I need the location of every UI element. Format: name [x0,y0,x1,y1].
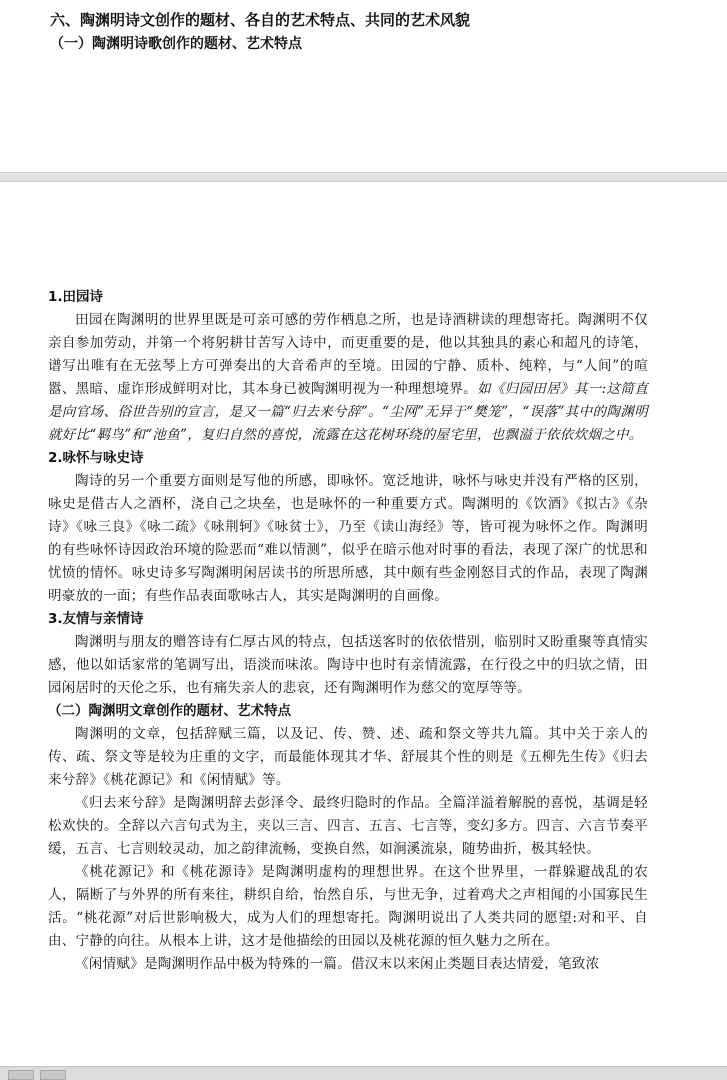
page-separator [0,172,727,182]
subheading-pastoral-poems: 1.田园诗 [48,289,104,305]
section-title-poetry: （一）陶渊明诗歌创作的题材、艺术特点 [50,36,302,52]
paragraph-guiqulai: 《归去来兮辞》是陶渊明辞去彭泽令、最终归隐时的作品。全篇洋溢着解脱的喜悦，基调是轻松欢快的。全辞以六言句式为主，夹以三言、四言、五言、七言等，变幻多方。四言、六言节奏平缓，五言、七言则较灵动，加之韵律流畅，变换自然，如涧溪流泉，随势曲折，极其轻快。 [48,795,648,857]
status-bar [0,1066,727,1080]
paragraph-xianqingfu: 《闲情赋》是陶渊明作品中极为特殊的一篇。借汉末以来闲止类题目表达情爱，笔致浓 [75,956,600,972]
paragraph-pastoral [48,309,648,447]
section-title-prose: （二）陶渊明文章创作的题材、艺术特点 [48,703,291,719]
paragraph-pastoral-example: 如《归园田居》其一:这简直是向官场、俗世告别的宣言，是又一篇“归去来兮辞”。“尘网”无异于“樊笼”，“误落”其中的陶渊明就好比“羁鸟”和“池鱼”，复归自然的喜悦，流露在这花树环绕的屋宅里，也飘溢于依依炊烟之中。 [48,381,648,443]
subheading-history-poems: 2.咏怀与咏史诗 [48,450,144,466]
paragraph-pastoral-main: 田园在陶渊明的世界里既是可亲可感的劳作栖息之所，也是诗酒耕读的理想寄托。陶渊明不仅亲自参加劳动，并第一个将躬耕甘苦写入诗中，而更重要的是，他以其独具的素心和超凡的诗笔，谱写出唯有在无弦琴上方可弹奏出的大音希声的至境。田园的宁静、质朴、纯粹，与“人间”的喧嚣、黑暗、虚诈形成鲜明对比，其本身已被陶渊明视为一种理想境界。 [48,312,648,397]
paragraph-taohuayuan: 《桃花源记》和《桃花源诗》是陶渊明虚构的理想世界。在这个世界里，一群躲避战乱的农人，隔断了与外界的所有来往，耕织自给，怡然自乐，与世无争，过着鸡犬之声相闻的小国寡民生活。“桃花源”对后世影响极大，成为人们的理想寄托。陶渊明说出了人类共同的愿望:对和平、自由、宁静的向往。从根本上讲，这才是他描绘的田园以及桃花源的恒久魅力之所在。 [48,864,648,949]
paragraph-prose-overview: 陶渊明的文章，包括辞赋三篇，以及记、传、赞、述、疏和祭文等共九篇。其中关于亲人的传、疏、祭文等是较为庄重的文字，而最能体现其才华、舒展其个性的则是《五柳先生传》《归去来兮辞》《桃花源记》和《闲情赋》等。 [48,726,648,788]
chapter-heading: 六、陶渊明诗文创作的题材、各自的艺术特点、共同的艺术风貌 [50,11,471,29]
page-2-content [48,286,648,976]
subheading-friendship-poems: 3.友情与亲情诗 [48,611,144,627]
paragraph-friendship: 陶渊明与朋友的赠答诗有仁厚古风的特点，包括送客时的依依惜别，临别时又盼重聚等真情实感，他以如话家常的笔调写出，语淡而味浓。陶诗中也时有亲情流露，在行役之中的归欤之情，田园闲居时的天伦之乐，也有痛失亲人的悲哀，还有陶渊明作为慈父的宽厚等等。 [48,634,648,696]
paragraph-history: 陶诗的另一个重要方面则是写他的所感，即咏怀。宽泛地讲，咏怀与咏史并没有严格的区别，咏史是借古人之酒杯，浇自己之块垒，也是咏怀的一种重要方式。陶渊明的《饮酒》《拟古》《杂诗》《咏三良》《咏二疏》《咏荆轲》《咏贫士》，乃至《读山海经》等，皆可视为咏怀之作。陶渊明的有些咏怀诗因政治环境的险恶而“难以情测”，似乎在暗示他对时事的看法，表现了深广的忧思和忧愤的情怀。咏史诗多写陶渊明闲居读书的所思所感，其中颇有些金刚怒目式的作品，表现了陶渊明豪放的一面；有些作品表面歌咏古人，其实是陶渊明的自画像。 [48,473,648,604]
page-1 [0,0,727,172]
page-2 [0,182,727,1066]
